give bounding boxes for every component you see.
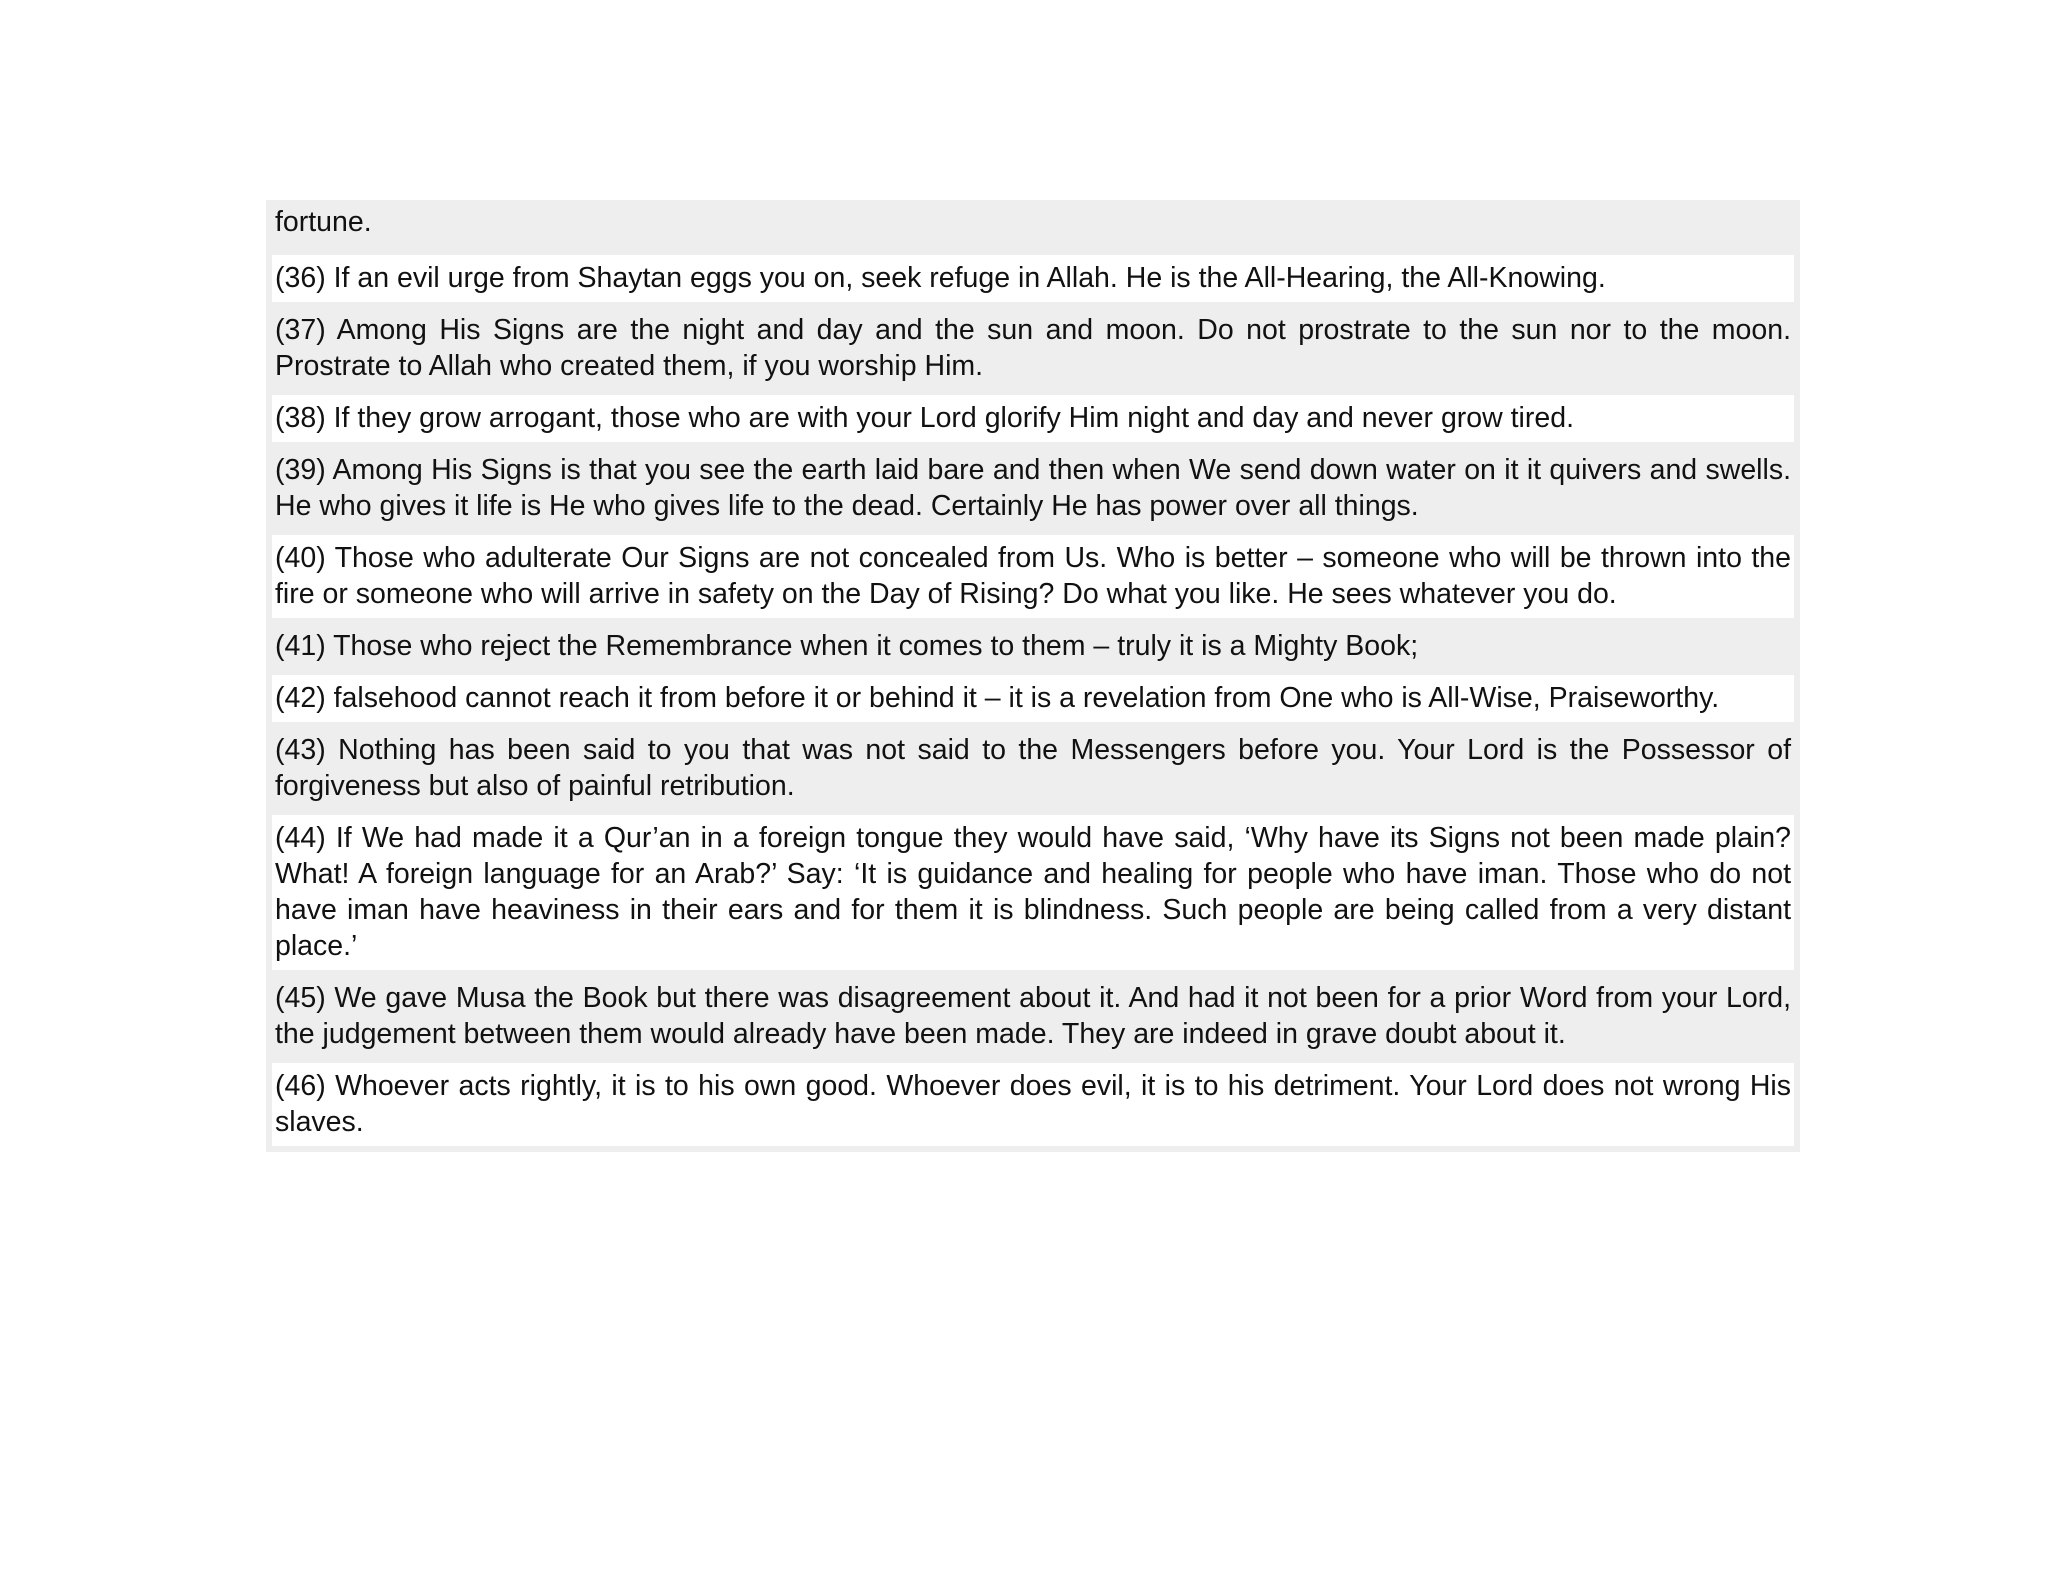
verse-row-44: (44) If We had made it a Qur’an in a foreign tongue they would have said, ‘Why have its Signs not been made plain? What! A foreign language for an Arab?’ Say: ‘It is guidance and healing for people who have iman. Those who do not have iman have heaviness in their ears and for them it is blindness. Such people are being called from a very distant place.’	[272, 815, 1794, 970]
verse-row-43: (43) Nothing has been said to you that was not said to the Messengers before you. Your Lord is the Possessor of forgiveness but also of painful retribution.	[272, 727, 1794, 810]
verse-row-46: (46) Whoever acts rightly, it is to his own good. Whoever does evil, it is to his detriment. Your Lord does not wrong His slaves.	[272, 1063, 1794, 1146]
verse-row-37: (37) Among His Signs are the night and day and the sun and moon. Do not prostrate to the sun nor to the moon. Prostrate to Allah who created them, if you worship Him.	[272, 307, 1794, 390]
verse-row-36: (36) If an evil urge from Shaytan eggs you on, seek refuge in Allah. He is the All-Hearing, the All-Knowing.	[272, 255, 1794, 302]
verse-row-continuation: fortune.	[272, 204, 1794, 250]
verse-row-42: (42) falsehood cannot reach it from before it or behind it – it is a revelation from One who is All-Wise, Praiseworthy.	[272, 675, 1794, 722]
verse-row-41: (41) Those who reject the Remembrance when it comes to them – truly it is a Mighty Book;	[272, 623, 1794, 670]
verse-row-39: (39) Among His Signs is that you see the earth laid bare and then when We send down water on it it quivers and swells. He who gives it life is He who gives life to the dead. Certainly He has power over all things.	[272, 447, 1794, 530]
verse-row-38: (38) If they grow arrogant, those who are with your Lord glorify Him night and day and never grow tired.	[272, 395, 1794, 442]
verse-row-40: (40) Those who adulterate Our Signs are not concealed from Us. Who is better – someone who will be thrown into the fire or someone who will arrive in safety on the Day of Rising? Do what you like. He sees whatever you do.	[272, 535, 1794, 618]
verse-table	[266, 200, 1800, 1152]
verse-row-45: (45) We gave Musa the Book but there was disagreement about it. And had it not been for a prior Word from your Lord, the judgement between them would already have been made. They are indeed in grave doubt about it.	[272, 975, 1794, 1058]
